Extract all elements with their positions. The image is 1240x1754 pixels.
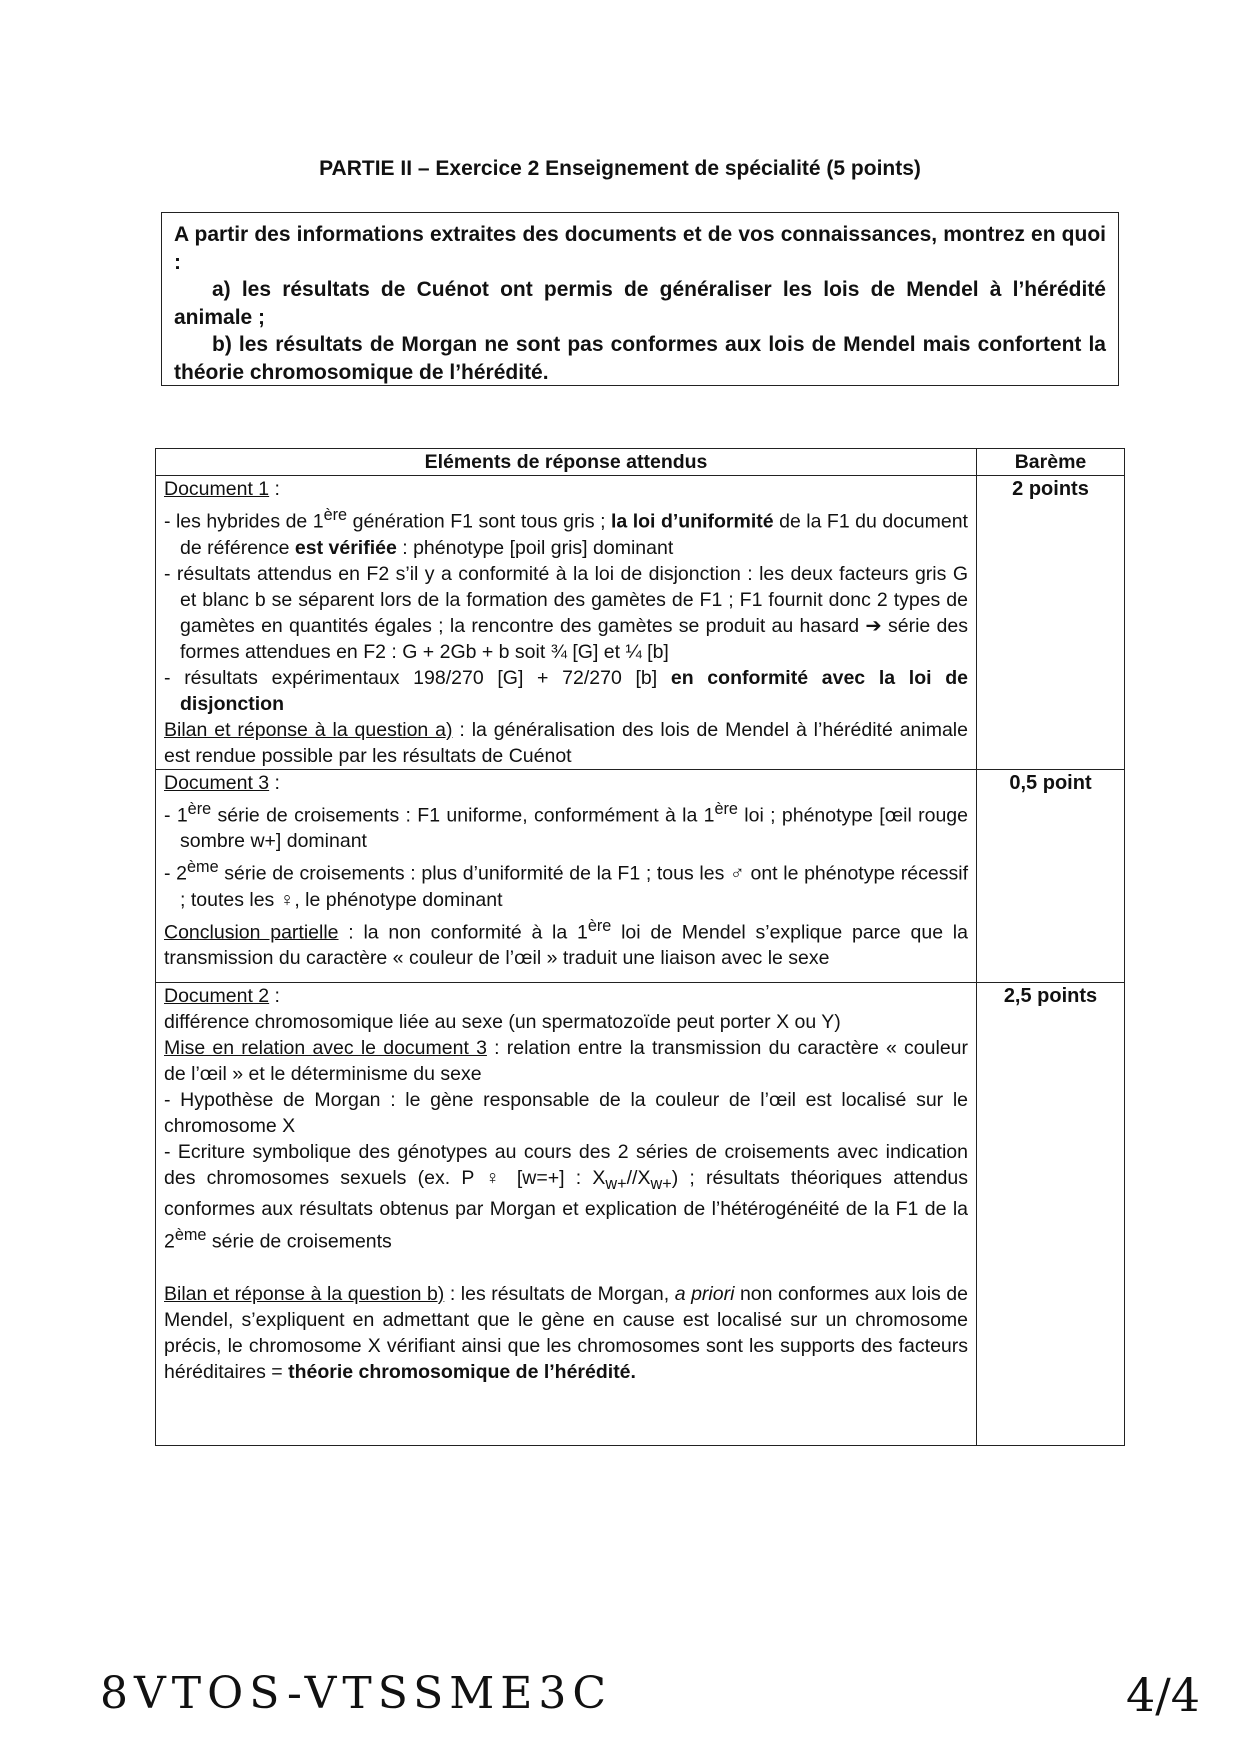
answer-table	[155, 448, 1125, 1446]
row-document-2	[156, 982, 977, 1446]
doc1-colon: :	[269, 478, 280, 500]
doc2-ecriture: - Ecriture symbolique des génotypes au cours des 2 séries de croisements avec indication des chromosomes sexuels (ex. P ♀ [w=+] : $X_{w+}//X_{w+}$) ; résultats théoriques attendus conformes aux résultats obtenus par Morgan et explication de l’hétérogénéité de la F1 de la 2ème série de croisements	[164, 1140, 968, 1253]
score-row-2: 0,5 point	[977, 769, 1125, 982]
table-header-row	[156, 449, 1125, 476]
table-row	[156, 476, 1125, 770]
page-title: PARTIE II – Exercice 2 Enseignement de spécialité (5 points)	[319, 157, 921, 180]
header-elements: Eléments de réponse attendus	[156, 449, 977, 476]
doc1-bullet-3: - résultats expérimentaux 198/270 [G] + 72/270 [b] en conformité avec la loi de disjonction	[164, 666, 968, 715]
doc1-bilan: Bilan et réponse à la question a) : la généralisation des lois de Mendel à l’hérédité animale est rendue possible par les résultats de Cuénot	[164, 718, 968, 767]
score-row-1: 2 points	[977, 476, 1125, 770]
question-intro: A partir des informations extraites des documents et de vos connaissances, montrez en quoi :	[174, 223, 1106, 274]
table-row	[156, 769, 1125, 982]
doc1-bullet-2: - résultats attendus en F2 s’il y a conformité à la loi de disjonction : les deux facteurs gris G et blanc b se séparent lors de la formation des gamètes de F1 ; F1 fournit donc 2 types de gamètes en quantités égales ; la rencontre des gamètes se produit au hasard ➔ série des formes attendues en F2 : G + 2Gb + b soit ¾ [G] et ¼ [b]	[164, 562, 968, 663]
handwritten-exam-code: 8VTOS-VTSSME3C	[100, 1668, 613, 1719]
doc2-colon: :	[269, 984, 280, 1007]
doc3-bullet-1: - 1ère série de croisements : F1 uniforme, conformément à la 1ère loi ; phénotype [œil rouge sombre w+] dominant	[164, 799, 968, 852]
question-box	[161, 212, 1119, 386]
table-row	[156, 982, 1125, 1446]
doc3-conclusion: Conclusion partielle : la non conformité à la 1ère loi de Mendel s’explique parce que la transmission du caractère « couleur de l’œil » traduit une liaison avec le sexe	[164, 916, 968, 969]
header-bareme: Barème	[977, 449, 1125, 476]
doc2-heading: Document 2	[164, 984, 270, 1007]
doc2-relation: Mise en relation avec le document 3 : relation entre la transmission du caractère « couleur de l’œil » et le déterminisme du sexe	[164, 1036, 969, 1085]
doc2-hypothese: - Hypothèse de Morgan : le gène responsable de la couleur de l’œil est localisé sur le chromosome X	[164, 1088, 968, 1137]
doc3-bullet-2: - 2ème série de croisements : plus d’uniformité de la F1 ; tous les ♂ ont le phénotype récessif ; toutes les ♀, le phénotype dominant	[164, 858, 968, 911]
doc2-bilan: Bilan et réponse à la question b) : les résultats de Morgan, a priori non conformes aux lois de Mendel, s’expliquent en admettant que le gène en cause est localisé sur un chromosome précis, le chromosome X vérifiant ainsi que les chromosomes sont les supports des facteurs héréditaires = théorie chromosomique de l’hérédité.	[164, 1282, 969, 1383]
doc1-bullet-1: - les hybrides de 1ère génération F1 sont tous gris ; la loi d’uniformité de la F1 du document de référence est vérifiée : phénotype [poil gris] dominant	[164, 506, 968, 559]
spacer	[164, 1255, 968, 1281]
row-document-1	[156, 476, 977, 770]
doc1-heading: Document 1	[164, 478, 270, 500]
question-b: b) les résultats de Morgan ne sont pas conformes aux lois de Mendel mais confortent la théorie chromosomique de l’hérédité.	[174, 333, 1106, 384]
doc3-colon: :	[269, 771, 280, 794]
score-row-3: 2,5 points	[977, 982, 1125, 1446]
row-document-3	[156, 769, 977, 982]
doc3-heading: Document 3	[164, 771, 270, 794]
doc2-paragraph-1: différence chromosomique liée au sexe (un spermatozoïde peut porter X ou Y)	[164, 1010, 841, 1033]
question-a: a) les résultats de Cuénot ont permis de généraliser les lois de Mendel à l’hérédité animale ;	[174, 278, 1106, 329]
handwritten-page-number: 4/4	[1125, 1668, 1200, 1722]
